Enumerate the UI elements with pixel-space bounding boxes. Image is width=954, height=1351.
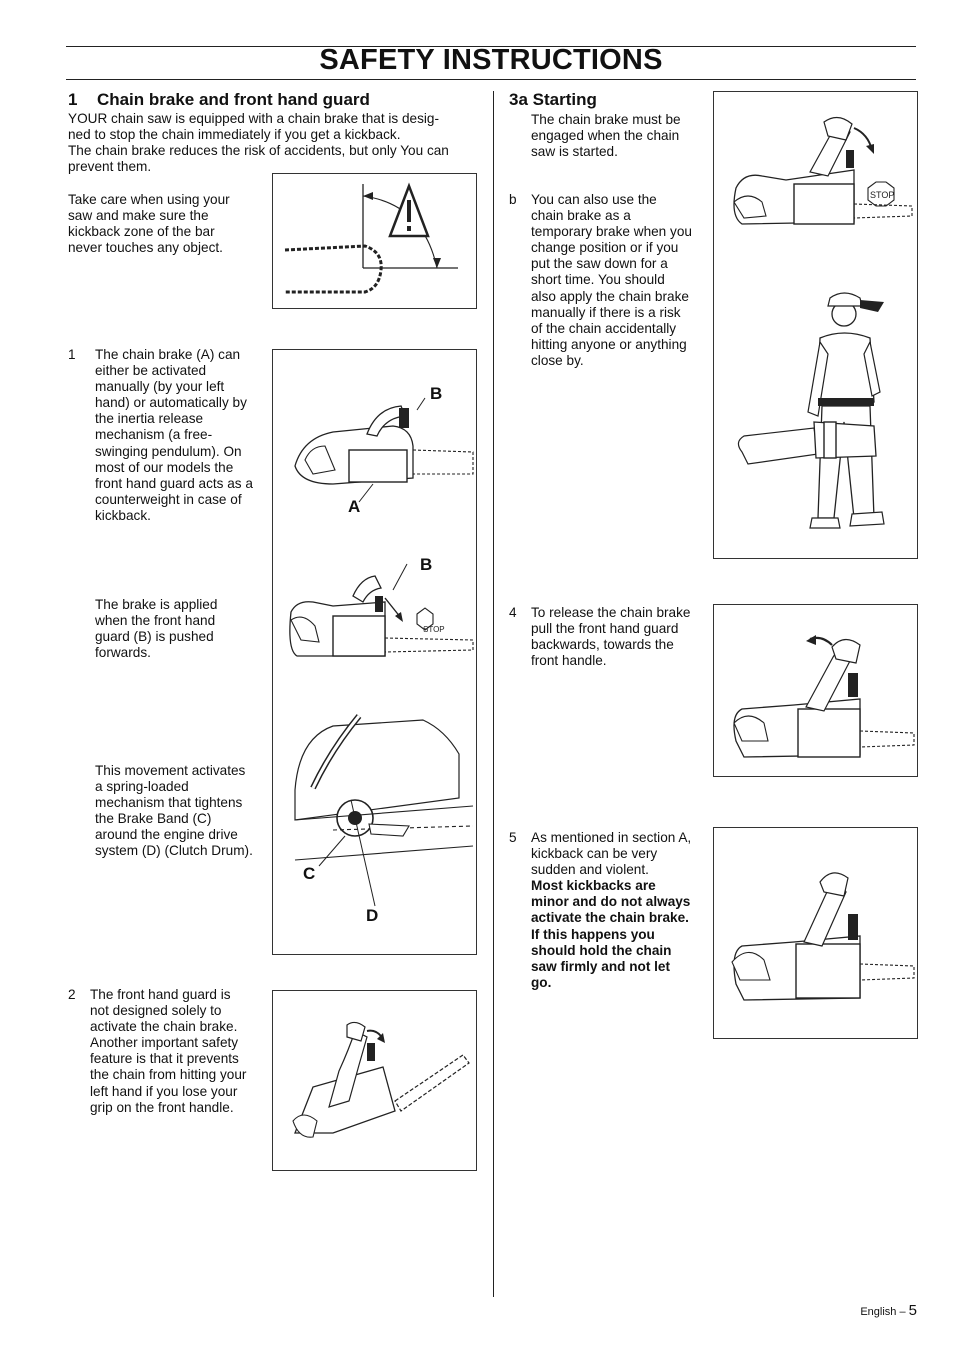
figure-label-c: C bbox=[303, 864, 316, 883]
text-line: a spring-loaded bbox=[95, 779, 189, 795]
figure-label-a: A bbox=[348, 497, 361, 516]
text-line: change position or if you bbox=[531, 240, 679, 256]
section-heading: 3a Starting bbox=[509, 90, 597, 109]
text-line: front hand guard acts as a bbox=[95, 475, 253, 491]
text-line: not designed solely to bbox=[90, 1003, 222, 1019]
text-line: guard (B) is pushed bbox=[95, 629, 214, 645]
page-footer bbox=[860, 1302, 917, 1319]
bold-text-line: minor and do not always bbox=[531, 894, 691, 910]
kickback-hold-figure bbox=[713, 827, 918, 1039]
bold-text-line: go. bbox=[531, 974, 552, 990]
text-line: The chain brake (A) can bbox=[95, 347, 241, 362]
page-title: SAFETY INSTRUCTIONS bbox=[319, 44, 663, 76]
text-line: around the engine drive bbox=[95, 827, 238, 843]
text-line: short time. You should bbox=[531, 272, 665, 288]
item-number: 5 bbox=[509, 830, 517, 845]
text-line: prevent them. bbox=[68, 159, 152, 175]
item-number: 1 bbox=[68, 347, 76, 362]
text-line: temporary brake when you bbox=[531, 224, 692, 240]
text-line: You can also use the bbox=[531, 192, 657, 207]
item1-text bbox=[95, 347, 267, 524]
text-line: put the saw down for a bbox=[531, 256, 668, 272]
text-line: when the front hand bbox=[95, 613, 216, 629]
text-line: hitting anyone or anything bbox=[531, 336, 687, 352]
text-line: hand) or automatically by bbox=[95, 395, 247, 411]
brake-applied-text bbox=[95, 597, 267, 661]
text-line: the chain from hitting your bbox=[90, 1067, 247, 1083]
text-line: feature is that it prevents bbox=[90, 1051, 239, 1067]
section-title: Chain brake and front hand guard bbox=[96, 90, 370, 109]
movement-text bbox=[95, 763, 270, 860]
svg-text:STOP: STOP bbox=[423, 625, 445, 634]
release-brake-figure bbox=[713, 604, 918, 777]
text-line: counterweight in case of bbox=[95, 491, 242, 507]
text-line: manually if there is a risk bbox=[531, 304, 681, 320]
text-line: activate the chain brake. bbox=[90, 1019, 238, 1035]
text-line: YOUR chain saw is equipped with a chain brake that is desig- bbox=[68, 111, 440, 126]
text-line: To release the chain brake bbox=[531, 605, 691, 620]
care-paragraph bbox=[68, 192, 268, 256]
text-line: the Brake Band (C) bbox=[95, 811, 212, 827]
section-number: 1 bbox=[68, 90, 78, 109]
bold-text-line: Most kickbacks are bbox=[531, 878, 656, 894]
starting-text bbox=[531, 112, 709, 160]
kickback-zone-figure bbox=[272, 173, 477, 309]
text-line: the inertia release bbox=[95, 411, 204, 427]
bold-text-line: should hold the chain bbox=[531, 942, 672, 958]
text-line: swinging pendulum). On bbox=[95, 443, 242, 459]
item4-text bbox=[531, 605, 709, 669]
bold-text-line: activate the chain brake. bbox=[531, 910, 689, 926]
figure-label-b: B bbox=[430, 384, 443, 403]
text-line: also apply the chain brake bbox=[531, 288, 689, 304]
text-line: kickback zone of the bar bbox=[68, 224, 215, 240]
text-line: never touches any object. bbox=[68, 240, 223, 256]
text-line: kickback can be very bbox=[531, 846, 658, 862]
text-line: The front hand guard is bbox=[90, 987, 231, 1002]
section-heading bbox=[68, 90, 370, 110]
item-b-text bbox=[531, 192, 709, 369]
starting-figure bbox=[713, 91, 918, 559]
text-line: left hand if you lose your bbox=[90, 1083, 238, 1099]
text-line: pull the front hand guard bbox=[531, 621, 679, 637]
text-line: saw is started. bbox=[531, 144, 618, 160]
footer-language: English – bbox=[860, 1306, 906, 1318]
text-line: The chain brake reduces the risk of accidents, but only You can bbox=[68, 143, 449, 159]
text-line: engaged when the chain bbox=[531, 128, 680, 144]
text-line: chain brake as a bbox=[531, 208, 631, 224]
text-line: system (D) (Clutch Drum). bbox=[95, 843, 253, 859]
text-line: As mentioned in section A, bbox=[531, 830, 692, 845]
item-number: 2 bbox=[68, 987, 76, 1002]
figure-label-d: D bbox=[366, 906, 379, 925]
text-line: close by. bbox=[531, 352, 584, 368]
text-line: saw and make sure the bbox=[68, 208, 209, 224]
bold-text-line: saw firmly and not let bbox=[531, 958, 670, 974]
svg-text:STOP: STOP bbox=[870, 190, 895, 200]
text-line: sudden and violent. bbox=[531, 862, 649, 878]
title-underline bbox=[66, 79, 916, 80]
page-number: 5 bbox=[908, 1302, 917, 1319]
text-line: most of our models the bbox=[95, 459, 234, 475]
text-line: This movement activates bbox=[95, 763, 246, 778]
item-letter: b bbox=[509, 192, 517, 207]
text-line: manually (by your left bbox=[95, 379, 225, 395]
text-line: Another important safety bbox=[90, 1035, 239, 1051]
text-line: of the chain accidentally bbox=[531, 320, 677, 336]
item2-text bbox=[90, 987, 270, 1116]
text-line: either be activated bbox=[95, 363, 207, 379]
item5-text bbox=[531, 830, 711, 991]
column-divider bbox=[493, 91, 494, 1297]
hand-guard-figure bbox=[272, 990, 477, 1171]
text-line: Take care when using your bbox=[68, 192, 230, 207]
item-number: 4 bbox=[509, 605, 517, 620]
intro-paragraph bbox=[68, 111, 488, 175]
text-line: ned to stop the chain immediately if you get a kickback. bbox=[68, 127, 401, 143]
text-line: mechanism (a free- bbox=[95, 427, 213, 443]
text-line: kickback. bbox=[95, 507, 151, 523]
text-line: mechanism that tightens bbox=[95, 795, 243, 811]
text-line: grip on the front handle. bbox=[90, 1099, 234, 1115]
text-line: forwards. bbox=[95, 645, 151, 661]
bold-text-line: If this happens you bbox=[531, 926, 655, 942]
text-line: backwards, towards the bbox=[531, 637, 674, 653]
text-line: The chain brake must be bbox=[531, 112, 681, 127]
figure-label-b: B bbox=[420, 555, 433, 574]
text-line: The brake is applied bbox=[95, 597, 218, 612]
text-line: front handle. bbox=[531, 653, 607, 669]
